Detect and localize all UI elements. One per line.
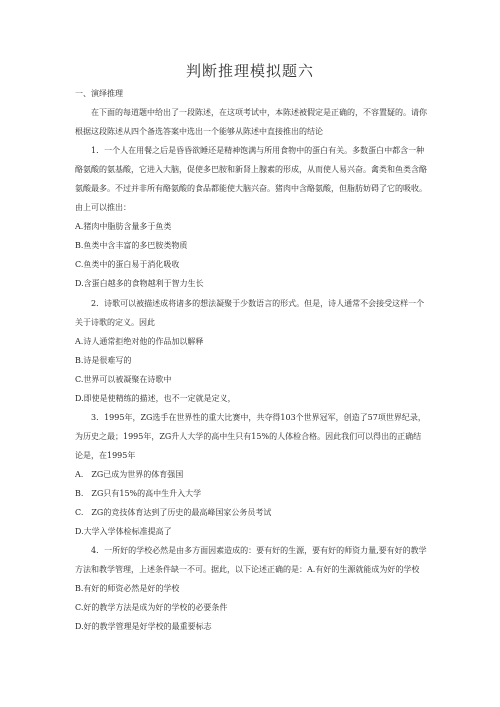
question-2-option-b: B.诗是很难写的 [75, 355, 132, 365]
question-3-option-b: B. ZG只有15%的高中生升入大学 [75, 488, 202, 498]
question-2-option-d: D.即使是使精练的描述，也不一定就是定义， [75, 393, 236, 403]
question-1-option-c: C.鱼类中的蛋白易于消化吸收 [75, 260, 180, 270]
question-2-stem: 2．诗歌可以被描述成将诸多的想法凝聚于少数语言的形式。但是，诗人通常不会接受这样一个关于诗歌的定义。因此 [75, 298, 425, 327]
section-heading: 一、演绎推理 [75, 89, 123, 98]
question-1-option-a: A.猪肉中脂肪含量多于鱼类 [75, 222, 172, 232]
question-3-option-c: C. ZG的竞技体育达到了历史的最高峰国家公务员考试 [75, 508, 272, 518]
page-title: 判断推理模拟题六 [185, 62, 314, 80]
question-4-stem: 4．一所好的学校必然是由多方面因素造成的：要有好的生源，要有好的师资力量,要有好的教学方法和教学管理，上述条件缺一不可。据此，以下论述正确的是：A.有好的生源就能成为好的学校 [75, 546, 427, 575]
question-2-option-a: A.诗人通常拒绝对他的作品加以解释 [75, 336, 204, 346]
question-2-option-c: C.世界可以被凝聚在诗歌中 [75, 374, 172, 384]
question-4-option-c: C.好的教学方法是成为好的学校的必要条件 [75, 603, 228, 613]
document-body [75, 84, 427, 636]
question-4-option-b: B.有好的师资必然是好的学校 [75, 584, 180, 594]
question-1-stem: 1．一个人在用餐之后是昏昏欲睡还是精神饱满与所用食物中的蛋白有关。多数蛋白中都含一种酪氨酸的氨基酸，它进入大脑，促使多巴胺和新肾上腺素的形成，从而使人易兴奋。禽类和鱼类含酪氨酸最多。不过并非所有酪氨酸的食品都能使大脑兴奋。猪肉中含酪氨酸，但脂肪妨碍了它的吸收。 [75, 146, 427, 194]
instructions-paragraph: 在下面的每道题中给出了一段陈述，在这项考试中，本陈述被假定是正确的，不容置疑的。请你根据这段陈述从四个备选答案中选出一个能够从陈述中直接推出的结论 [75, 108, 427, 137]
question-1-lead: 由上可以推出： [75, 203, 131, 213]
question-4-option-d: D.好的教学管理是好学校的最重要标志 [75, 622, 212, 632]
question-3-option-a: A. ZG已成为世界的体育强国 [75, 469, 184, 479]
question-1-option-b: B.鱼类中含丰富的多巴胺类物质 [75, 241, 188, 251]
question-3-stem: 3．1995年，ZG选手在世界性的重大比赛中，共夺得103个世界冠军，创造了57项世界纪录，为历史之最；1995年，ZG升人大学的高中生只有15%的人体检合格。因此我们可以得出的正确结论是，在1995年 [75, 412, 426, 460]
question-1-option-d: D.含蛋白越多的食物越利于智力生长 [75, 279, 204, 289]
question-3-option-d: D.大学入学体检标准提高了 [75, 527, 172, 537]
